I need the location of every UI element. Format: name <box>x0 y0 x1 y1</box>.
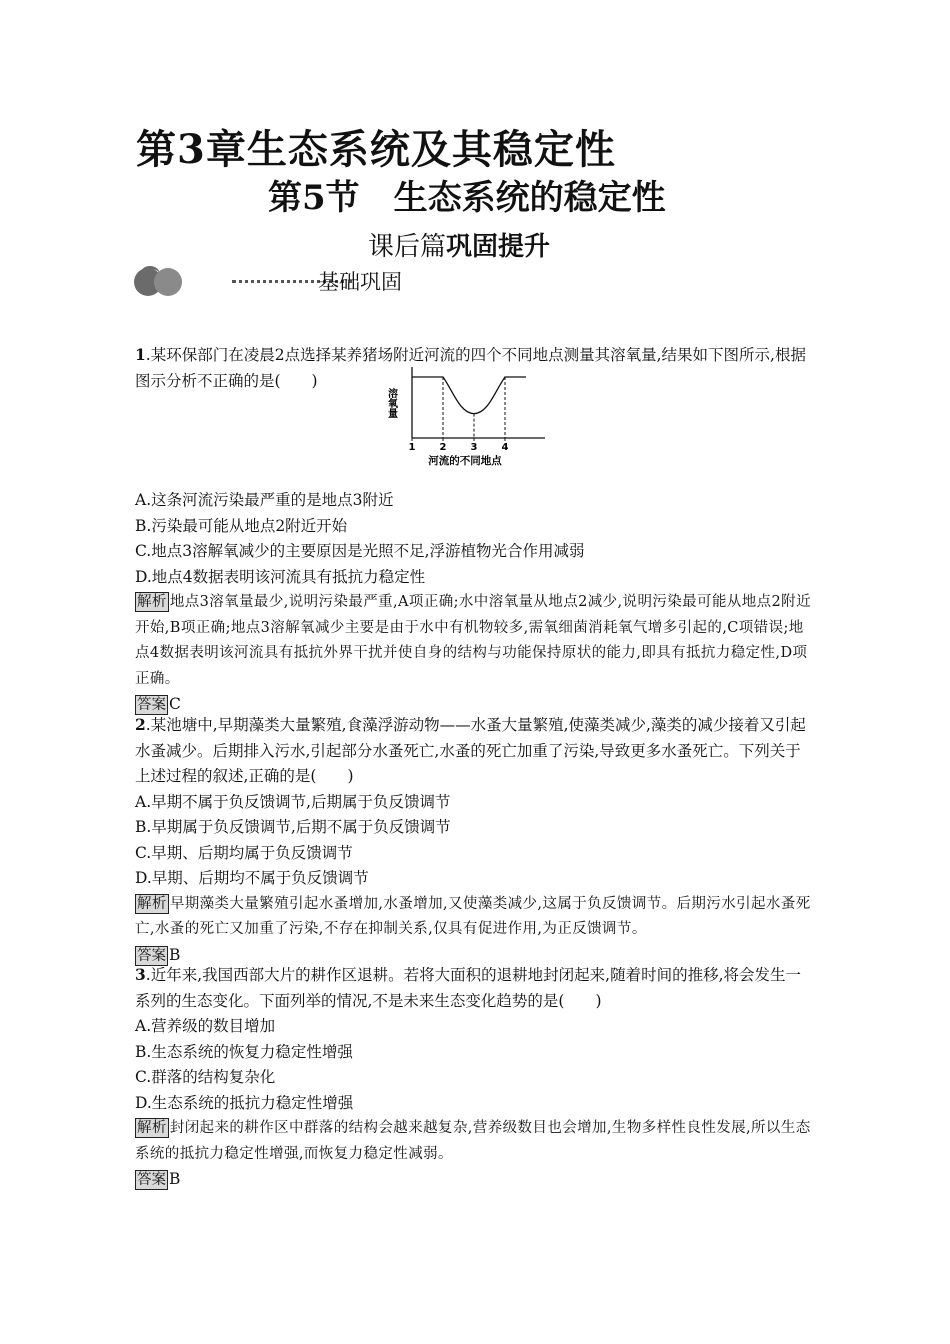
question-3 <box>135 962 815 1193</box>
q2-analysis: 解析 早期藻类大量繁殖引起水蚤增加,水蚤增加,又使藻类减少,这属于负反馈调节。后期污水引起水蚤死亡,水蚤的死亡又加重了污染,不存在抑制关系,仅具有促进作用,为正反馈调节。 <box>135 895 811 937</box>
q2-option-a: A.早期不属于负反馈调节,后期属于负反馈调节 <box>135 792 451 811</box>
q1-option-d: D.地点4数据表明该河流具有抵抗力稳定性 <box>135 567 426 586</box>
chart-tick-label-3: 3 <box>470 442 478 453</box>
q1-option-a: A.这条河流污染最严重的是地点3附近 <box>135 491 394 509</box>
part-bold: 巩固提升 <box>446 232 551 262</box>
chapter-title: 第3章生态系统及其稳定性 <box>136 126 616 173</box>
question-2 <box>135 712 815 968</box>
question-1-stem: 1.某环保部门在凌晨2点选择某养猪场附近河流的四个不同地点测量其溶氧量,结果如下图所示,根据图示分析不正确的是( ) <box>135 345 806 390</box>
chart-tick-label-1: 1 <box>408 442 416 453</box>
banner-title: 基础巩固 <box>318 270 402 294</box>
q3-answer: 答案 B <box>137 1170 181 1188</box>
q2-option-d: D.早期、后期均不属于负反馈调节 <box>135 869 369 887</box>
q3-analysis: 解析 封闭起来的耕作区中群落的结构会越来越复杂,营养级数目也会增加,生物多样性良性发展,所以生态系统的抵抗力稳定性增强,而恢复力稳定性减弱。 <box>135 1120 811 1162</box>
q1-analysis: 解析 地点3溶氧量最少,说明污染最严重,A项正确;水中溶氧量从地点2减少,说明污染最可能从地点2附近开始,B项正确;地点3溶解氧减少主要是由于水中有机物较多,需氧细菌消耗氧气增多引起的,C项错误;地点4数据表明该河流具有抵抗外界干扰并使自身的结构与功能保持原状的能力,即具有抵抗力稳定性,D项正确。 <box>135 594 811 687</box>
part-title <box>368 226 550 263</box>
question-2-stem: 2.某池塘中,早期藻类大量繁殖,食藻浮游动物——水蚤大量繁殖,使藻类减少,藻类的减少接着又引起水蚤减少。后期排入污水,引起部分水蚤死亡,水蚤的死亡加重了污染,导致更多水蚤死亡。下列关于上述过程的叙述,正确的是( ) <box>135 715 806 785</box>
q3-option-b: B.生态系统的恢复力稳定性增强 <box>135 1042 353 1061</box>
part-prefix: 课后篇 <box>368 232 447 262</box>
q3-option-d: D.生态系统的抵抗力稳定性增强 <box>135 1093 354 1112</box>
chart-tick-label-2: 2 <box>439 442 447 453</box>
chart-series-line <box>412 377 526 414</box>
chart-ylabel: 溶氧量 <box>385 388 397 418</box>
q2-option-b: B.早期属于负反馈调节,后期不属于负反馈调节 <box>135 818 451 836</box>
answer-tag: 答案 <box>137 1172 166 1188</box>
chart-xlabel: 河流的不同地点 <box>428 455 502 467</box>
answer-tag: 答案 <box>137 697 166 713</box>
q2-answer: 答案 B <box>137 945 181 964</box>
analysis-tag: 解析 <box>137 1120 167 1136</box>
q3-option-c: C.群落的结构复杂化 <box>135 1068 276 1086</box>
chart-tick-label-4: 4 <box>501 442 509 453</box>
answer-tag: 答案 <box>137 947 166 964</box>
section-banner <box>134 262 454 298</box>
analysis-tag: 解析 <box>137 895 167 912</box>
q3-option-a: A.营养级的数目增加 <box>135 1017 276 1035</box>
banner-circles-icon <box>134 266 194 296</box>
q1-answer: 答案 C <box>137 695 181 713</box>
q2-option-c: C.早期、后期均属于负反馈调节 <box>135 843 353 862</box>
question-3-stem: 3.近年来,我国西部大片的耕作区退耕。若将大面积的退耕地封闭起来,随着时间的推移,将会发生一系列的生态变化。下面列举的情况,不是未来生态变化趋势的是( ) <box>135 965 802 1010</box>
oxygen-chart <box>385 362 560 477</box>
q1-option-b: B.污染最可能从地点2附近开始 <box>135 516 348 535</box>
q1-option-c: C.地点3溶解氧减少的主要原因是光照不足,浮游植物光合作用减弱 <box>135 542 585 560</box>
analysis-tag: 解析 <box>137 594 167 610</box>
section-title: 第5节 生态系统的稳定性 <box>268 178 666 218</box>
question-1-body <box>135 488 815 718</box>
